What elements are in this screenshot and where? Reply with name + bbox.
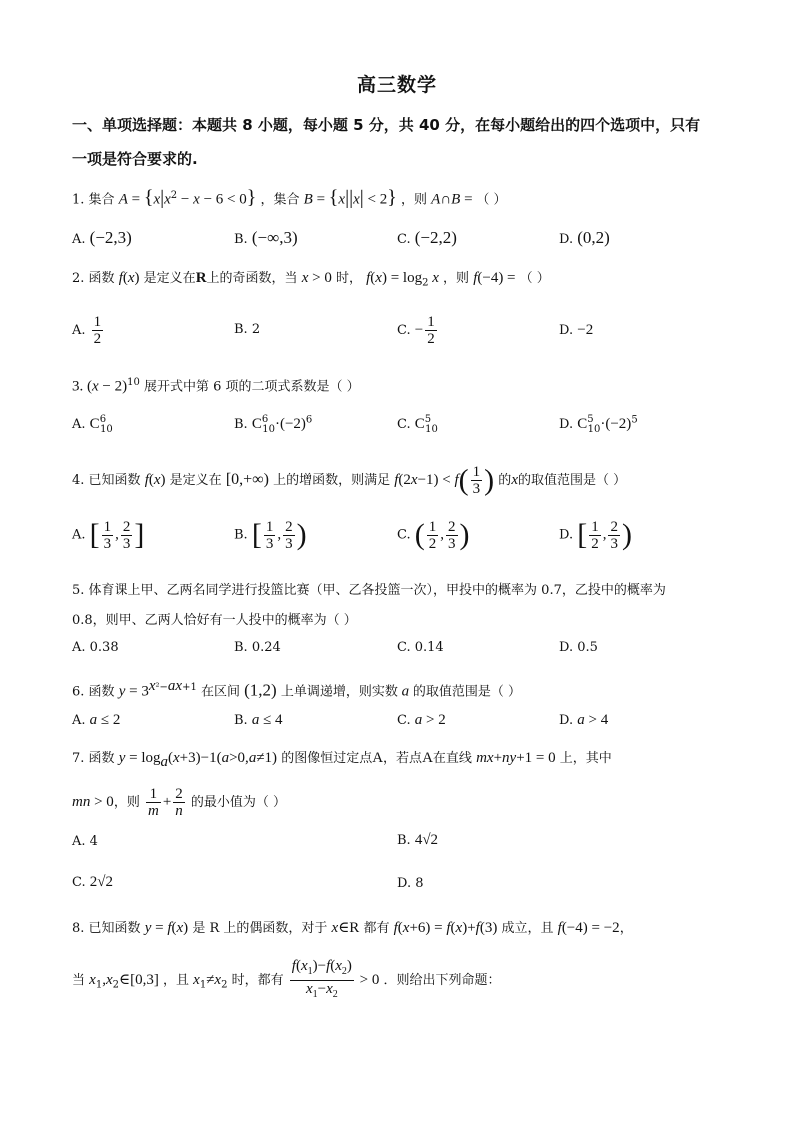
- question-8-line2: 当 $x_1,x_2\in[0,3]$ ，且 $x_1\ne x_2$ 时，都有 $\frac{f(x_1)-f(x_2)}{x_1-x_2}$ > 0 ．则给出下列命题：: [72, 958, 501, 1000]
- question-1-option-b[interactable]: B. (−∞,3): [234, 228, 298, 247]
- question-3-option-a[interactable]: A. $C^6_{10}$: [72, 414, 113, 435]
- question-2: 2. 函数 f(x) 是定义在R上的奇函数，当 x > 0 时， $f(x) = \log_2 x$ ，则 f(−4) = （ ）: [72, 270, 550, 289]
- section-heading: [72, 108, 732, 176]
- question-3-option-b[interactable]: B. $C^6_{10}\cdot(-2)^6$: [234, 414, 313, 435]
- question-2-option-a[interactable]: A. $\frac{1}{2}$: [72, 314, 102, 347]
- question-4-option-c[interactable]: C. ( $\frac{1}{2}$ , $\frac{2}{3}$ ): [397, 518, 470, 552]
- question-2-option-c[interactable]: C. − $\frac{1}{2}$: [397, 314, 435, 347]
- question-1: 1. 集合 $A = \{x|x^2 - x - 6 < 0\}$ ，集合 B = {x||x| < 2} ，则 A∩B = （ ）: [72, 186, 507, 209]
- question-5: 5. 体育课上甲、乙两名同学进行投篮比赛（甲、乙各投篮一次），甲投中的概率为 0.7，乙投中的概率为 0.8，则甲、乙两人恰好有一人投中的概率为（ ）: [72, 583, 666, 628]
- question-3: 3. $(x - 2)^{10}$ 展开式中第 6 项的二项式系数是（ ）: [72, 377, 360, 395]
- question-2-option-d[interactable]: D. −2: [559, 322, 594, 338]
- question-4-option-d[interactable]: D. [ $\frac{1}{2}$ , $\frac{2}{3}$ ): [559, 518, 632, 552]
- question-6-option-d[interactable]: D. a > 4: [559, 712, 609, 728]
- question-4-option-b[interactable]: B. [ $\frac{1}{3}$ , $\frac{2}{3}$ ): [234, 518, 307, 552]
- page-title: 高三数学: [356, 74, 437, 96]
- question-5-option-c[interactable]: C. 0.14: [397, 640, 444, 655]
- question-1-option-d[interactable]: D. (0,2): [559, 228, 610, 247]
- question-7-option-b[interactable]: B. 4√2: [397, 832, 439, 848]
- question-7: 7. 函数 $y = \log_a(x+3)-1(a>0,a\ne 1)$ 的图像恒过定点A，若点A在直线 mx+ny+1 = 0 上，其中: [72, 750, 612, 770]
- question-6-option-b[interactable]: B. a ≤ 4: [234, 712, 283, 728]
- question-2-option-b[interactable]: B. 2: [234, 322, 261, 337]
- question-1-stem: 1. 集合: [72, 192, 115, 208]
- question-8: 8. 已知函数 y = f(x) 是 R 上的偶函数，对于 x∈R 都有 f(x+6) = f(x)+f(3) 成立，且 f(−4) = −2，: [72, 920, 633, 936]
- question-7-option-d[interactable]: D. 8: [397, 876, 424, 891]
- question-6-option-a[interactable]: A. a ≤ 2: [72, 712, 121, 728]
- question-1-option-c[interactable]: C. (−2,2): [397, 228, 457, 247]
- section-heading-line1: 一、单项选择题：本题共 8 小题，每小题 5 分，共 40 分，在每小题给出的四个选项中，只有: [72, 116, 701, 134]
- question-3-option-c[interactable]: C. $C^5_{10}$: [397, 414, 438, 435]
- question-5-option-a[interactable]: A. 0.38: [72, 640, 119, 655]
- question-3-option-d[interactable]: D. $C^5_{10}\cdot(-2)^5$: [559, 414, 638, 435]
- question-5-option-d[interactable]: D. 0.5: [559, 640, 598, 655]
- question-1-option-a[interactable]: A. (−2,3): [72, 228, 132, 247]
- question-6: 6. 函数 $y = 3^{x^2-ax+1}$ 在区间 (1,2) 上单调递增，则实数 a 的取值范围是（ ）: [72, 678, 521, 700]
- question-7-option-a[interactable]: A. 4: [72, 834, 98, 849]
- question-7-line2: mn > 0，则 $\frac{1}{m}$ + $\frac{2}{n}$ 的最小值为（ ）: [72, 786, 287, 819]
- question-4: 4. 已知函数 f(x) 是定义在 [0,+∞) 上的增函数，则满足 f(2x−1) < f( $\frac{1}{3}$ ) 的x的取值范围是（ ）: [72, 463, 627, 497]
- question-4-option-a[interactable]: A. [ $\frac{1}{3}$ , $\frac{2}{3}$ ]: [72, 518, 145, 552]
- question-5-option-b[interactable]: B. 0.24: [234, 640, 281, 655]
- question-6-option-c[interactable]: C. a > 2: [397, 712, 446, 728]
- section-heading-line2: 一项是符合要求的.: [72, 150, 198, 168]
- question-7-option-c[interactable]: C. 2√2: [72, 874, 113, 890]
